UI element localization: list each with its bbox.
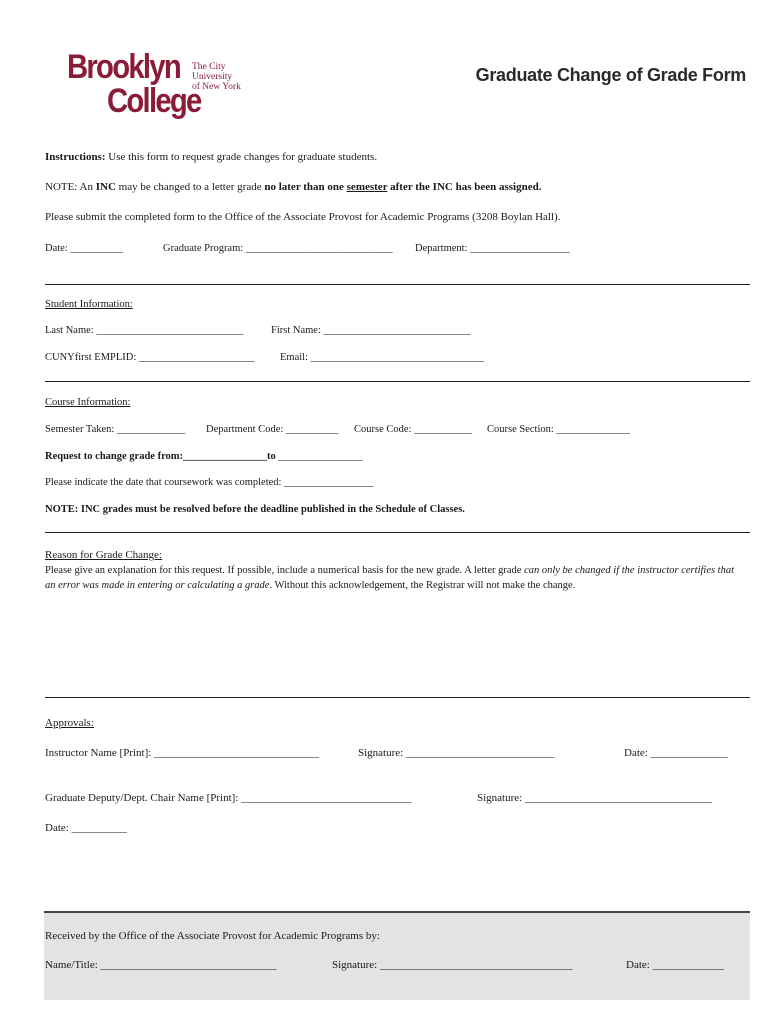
logo-cuny-line3: of New York bbox=[192, 82, 241, 92]
logo-word-college: College bbox=[107, 82, 201, 120]
grade-to-field[interactable]: ________________ bbox=[275, 451, 363, 462]
inc-deadline-note: NOTE: INC grades must be resolved before the deadline published in the Schedule of Classes. bbox=[45, 504, 465, 515]
reason-italic: can only be changed if the instructor certifies that an error was made in entering or calculating a grade bbox=[45, 565, 735, 591]
reason-instructions bbox=[45, 563, 745, 593]
instructor-signature-field[interactable]: Signature: ___________________________ bbox=[358, 747, 555, 759]
submit-instructions: Please submit the completed form to the Office of the Associate Provost for Academic Programs (3208 Boylan Hall). bbox=[45, 211, 561, 223]
logo-word-brooklyn: Brooklyn bbox=[67, 48, 180, 86]
instructor-date-field[interactable]: Date: ______________ bbox=[624, 747, 728, 759]
chair-date-field[interactable]: Date: __________ bbox=[45, 822, 127, 834]
reason-text-area[interactable] bbox=[45, 612, 750, 694]
inc-note-c: may be changed to a letter grade bbox=[115, 181, 265, 193]
divider bbox=[45, 532, 750, 533]
date-field[interactable]: Date: __________ bbox=[45, 243, 123, 254]
divider bbox=[45, 381, 750, 382]
office-use-box bbox=[44, 911, 750, 1000]
logo-cuny-line2: University bbox=[192, 72, 233, 82]
received-by-label: Received by the Office of the Associate Provost for Academic Programs by: bbox=[45, 930, 380, 942]
instructions-label: Instructions: bbox=[45, 151, 106, 163]
logo-cuny-text bbox=[192, 62, 241, 92]
graduate-program-field[interactable]: Graduate Program: ____________________________ bbox=[163, 243, 393, 254]
student-info-heading: Student Information: bbox=[45, 299, 133, 310]
instructor-name-field[interactable]: Instructor Name [Print]: ______________________________ bbox=[45, 747, 320, 759]
inc-note bbox=[45, 181, 541, 193]
reason-heading: Reason for Grade Change: bbox=[45, 549, 162, 561]
office-signature-field[interactable]: Signature: ___________________________________ bbox=[332, 959, 573, 971]
grade-to-label: to bbox=[267, 451, 276, 462]
course-section-field[interactable]: Course Section: ______________ bbox=[487, 424, 630, 435]
logo-cuny-line1: The City bbox=[192, 62, 226, 72]
chair-name-field[interactable]: Graduate Deputy/Dept. Chair Name [Print]: _______________________________ bbox=[45, 792, 412, 804]
grade-change-request bbox=[45, 451, 362, 462]
last-name-field[interactable]: Last Name: ____________________________ bbox=[45, 325, 244, 336]
instructions bbox=[45, 151, 377, 163]
reason-rest: . Without this acknowledgement, the Registrar will not make the change. bbox=[269, 580, 576, 591]
completion-date-field[interactable]: Please indicate the date that coursework was completed: _________________ bbox=[45, 477, 374, 488]
inc-note-a: NOTE: An bbox=[45, 181, 96, 193]
email-field[interactable]: Email: _________________________________ bbox=[280, 352, 484, 363]
divider bbox=[45, 697, 750, 698]
office-date-field[interactable]: Date: _____________ bbox=[626, 959, 725, 971]
reason-line1b: A letter grade bbox=[462, 565, 525, 576]
inc-note-f: after the INC has been assigned. bbox=[387, 181, 542, 193]
grade-from-label: Request to change grade from: bbox=[45, 451, 184, 462]
form-title: Graduate Change of Grade Form bbox=[475, 65, 746, 85]
semester-taken-field[interactable]: Semester Taken: _____________ bbox=[45, 424, 186, 435]
approvals-heading: Approvals: bbox=[45, 717, 94, 729]
chair-signature-field[interactable]: Signature: __________________________________ bbox=[477, 792, 712, 804]
inc-note-b: INC bbox=[95, 181, 116, 193]
divider bbox=[45, 284, 750, 285]
inc-note-d: no later than one bbox=[264, 181, 347, 193]
reason-line1: Please give an explanation for this request. If possible, include a numerical basis for the new grade. bbox=[45, 565, 463, 576]
inc-note-semester: semester bbox=[346, 181, 388, 193]
instructions-text: Use this form to request grade changes for graduate students. bbox=[105, 151, 378, 163]
course-code-field[interactable]: Course Code: ___________ bbox=[354, 424, 472, 435]
first-name-field[interactable]: First Name: ____________________________ bbox=[271, 325, 471, 336]
department-field[interactable]: Department: ___________________ bbox=[415, 243, 570, 254]
course-info-heading: Course Information: bbox=[45, 397, 131, 408]
grade-from-field[interactable]: ________________ bbox=[183, 451, 268, 462]
office-name-title-field[interactable]: Name/Title: ________________________________ bbox=[45, 959, 277, 971]
emplid-field[interactable]: CUNYfirst EMPLID: ______________________ bbox=[45, 352, 255, 363]
department-code-field[interactable]: Department Code: __________ bbox=[206, 424, 339, 435]
